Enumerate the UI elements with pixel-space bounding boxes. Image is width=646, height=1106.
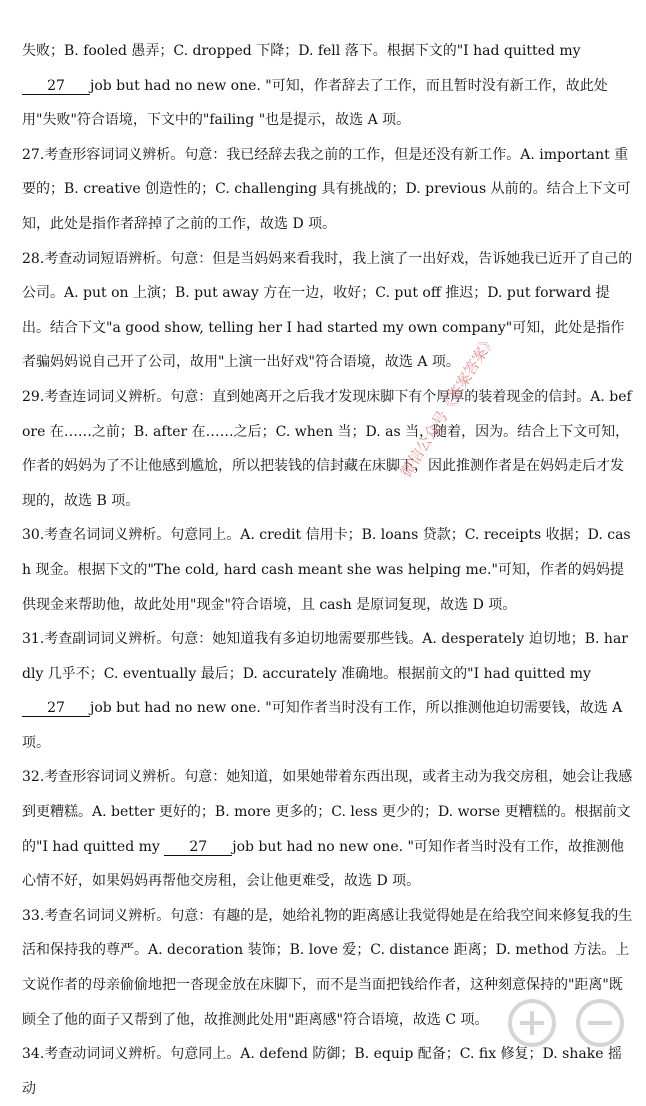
paragraph-text: 34.考查动词词义辨析。句意同上。A. defend 防御；B. equip 配备；C. fix 修复；D. shake 摇动 — [22, 1046, 622, 1097]
answer-paragraph — [22, 380, 634, 518]
paragraph-text: 31.考查副词词义辨析。句意：她知道我有多迫切地需要那些钱。A. desperately 迫切地；B. hardly 几乎不；C. eventually 最后；D. accurately 准确地。根据前文的"I had quitted my — [22, 631, 628, 682]
paragraph-text: 30.考查名词词义辨析。句意同上。A. credit 信用卡；B. loans 贷款；C. receipts 收据；D. cash 现金。根据下文的"The cold, hard cash meant she was helping me."可知，作者的妈妈提供现金来帮助他，故此处用"现金"符合语境，且 cash 是原词复现，故选 D 项。 — [22, 527, 631, 613]
paragraph-text: job but had no new one. "可知作者当时没有工作，故推测他心情不好，如果妈妈再帮他交房租，会让他更难受，故选 D 项。 — [22, 838, 624, 890]
blank-number: 27 — [22, 78, 90, 95]
answer-paragraph — [22, 34, 634, 138]
answer-paragraph — [22, 138, 634, 242]
paragraph-text: 27.考查形容词词义辨析。句意：我已经辞去我之前的工作，但是还没有新工作。A. important 重要的；B. creative 创造性的；C. challenging 具有挑战的；D. previous 从前的。结合上下文可知，此处是指作者辞掉了之前的工作，故选 D 项。 — [22, 146, 631, 232]
paragraph-text: 失败；B. fooled 愚弄；C. dropped 下降；D. fell 落下。根据下文的"I had quitted my — [22, 43, 581, 59]
paragraph-text: 28.考查动词短语辨析。句意：但是当妈妈来看我时，我上演了一出好戏，告诉她我已近开了自己的公司。A. put on 上演；B. put away 方在一边，收好；C. put off 推迟；D. put forward 提出。结合下文"a good show, telling her I had started my own company"可知，此处是指作者骗妈妈说自己开了公司，故用"上演一出好戏"符合语境，故选 A 项。 — [22, 250, 633, 371]
watermark-stamp: 微信公众号《答案答案》 — [396, 331, 500, 481]
answer-paragraph — [22, 242, 634, 380]
blank-number: 27 — [22, 700, 90, 717]
paragraph-text: 29.考查连词词义辨析。句意：直到她离开之后我才发现床脚下有个厚厚的装着现金的信封。A. before 在……之前；B. after 在……之后；C. when 当；D. as 当，随着，因为。结合上下文可知，作者的妈妈为了不让他感到尴尬，所以把装钱的信封藏在床脚下，因此推测作者是在妈妈走后才发现的，故选 B 项。 — [22, 388, 632, 509]
paragraph-text: 33.考查名词词义辨析。句意：有趣的是，她给礼物的距离感让我觉得她是在给我空间来修复我的生活和保持我的尊严。A. decoration 装饰；B. love 爱；C. distance 距离；D. method 方法。上文说作者的母亲偷偷地把一沓现金放在床脚下，而不是当面把钱给作者，这种刻意保持的"距离"既顾全了他的面子又帮到了他，故推测此处用"距离感"符合语境，故选 C 项。 — [22, 907, 633, 1028]
blank-number: 27 — [164, 839, 232, 856]
answer-paragraph — [22, 622, 634, 760]
site-logo-icon — [490, 988, 640, 1058]
document-body — [22, 34, 634, 1106]
answer-paragraph — [22, 760, 634, 898]
paragraph-text: 32.考查形容词词义辨析。句意：她知道，如果她带着东西出现，或者主动为我交房租，她会让我感到更糟糕。A. better 更好的；B. more 更多的；C. less 更少的；D. worse 更糟糕的。根据前文的"I had quitted my — [22, 769, 633, 855]
paragraph-text: job but had no new one. "可知作者当时没有工作，所以推测他迫切需要钱，故选 A 项。 — [22, 700, 623, 751]
paragraph-text: job but had no new one. "可知，作者辞去了工作，而且暂时没有新工作，故此处用"失败"符合语境，下文中的"failing "也是提示，故选 A 项。 — [22, 77, 608, 129]
answer-paragraph — [22, 518, 634, 622]
